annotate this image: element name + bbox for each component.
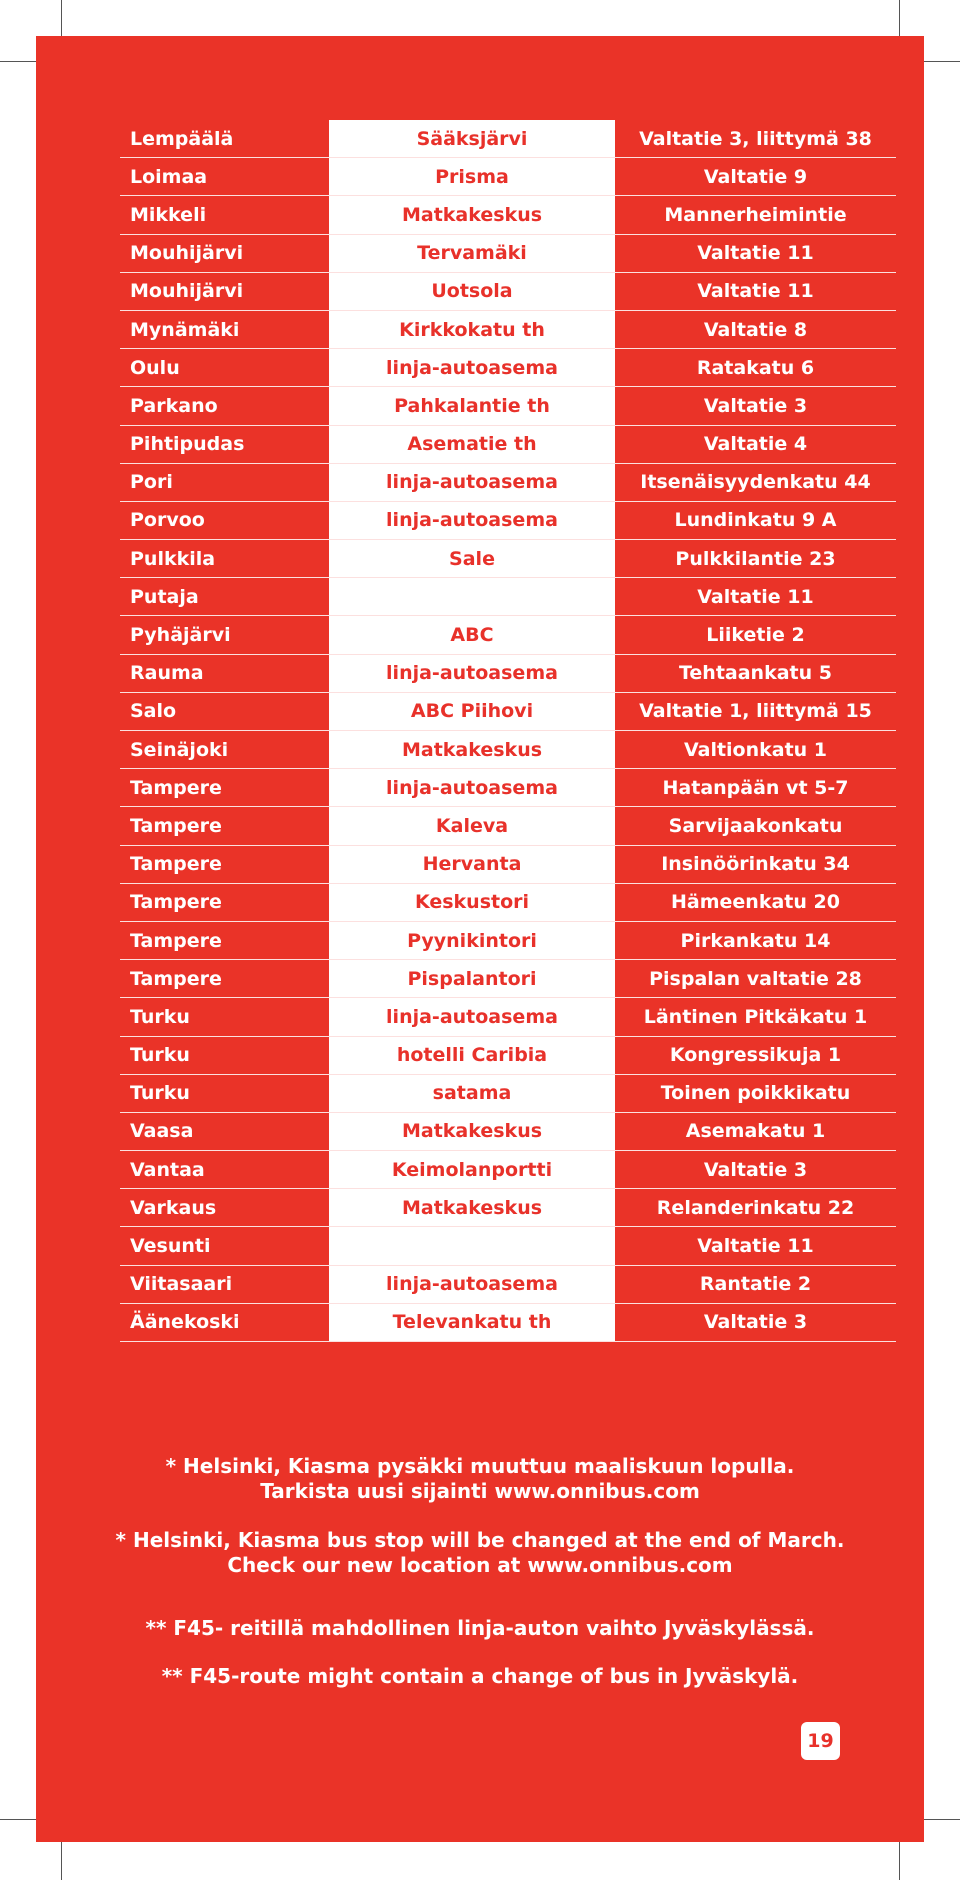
table-row — [120, 463, 896, 501]
kiasma-note-fi-line2: Tarkista uusi sijainti www.onnibus.com — [260, 1479, 700, 1503]
address-cell: Lundinkatu 9 A — [615, 501, 896, 539]
address-cell: Valtatie 9 — [615, 158, 896, 196]
address-cell: Insinöörinkatu 34 — [615, 845, 896, 883]
city-cell: Mouhijärvi — [120, 234, 329, 272]
address-cell: Sarvijaakonkatu — [615, 807, 896, 845]
table-row — [120, 1036, 896, 1074]
table-row — [120, 807, 896, 845]
address-cell: Pirkankatu 14 — [615, 921, 896, 959]
table-row — [120, 387, 896, 425]
address-cell: Itsenäisyydenkatu 44 — [615, 463, 896, 501]
city-cell: Pihtipudas — [120, 425, 329, 463]
kiasma-note-en-line2: Check our new location at www.onnibus.com — [227, 1553, 733, 1577]
city-cell: Vesunti — [120, 1227, 329, 1265]
stop-cell: linja-autoasema — [329, 501, 615, 539]
stop-cell: Pyynikintori — [329, 921, 615, 959]
city-cell: Varkaus — [120, 1189, 329, 1227]
table-row — [120, 1227, 896, 1265]
address-cell: Pulkkilantie 23 — [615, 540, 896, 578]
stop-cell: Pispalantori — [329, 960, 615, 998]
table-row — [120, 234, 896, 272]
city-cell: Mynämäki — [120, 310, 329, 348]
table-row — [120, 1074, 896, 1112]
city-cell: Parkano — [120, 387, 329, 425]
table-row — [120, 425, 896, 463]
table-row — [120, 578, 896, 616]
table-row — [120, 731, 896, 769]
kiasma-note-en-line1: * Helsinki, Kiasma bus stop will be changed at the end of March. — [115, 1528, 845, 1552]
table-row — [120, 998, 896, 1036]
kiasma-note-fi — [36, 1454, 924, 1504]
city-cell: Turku — [120, 1074, 329, 1112]
city-cell: Loimaa — [120, 158, 329, 196]
stop-cell: Tervamäki — [329, 234, 615, 272]
table-row — [120, 1189, 896, 1227]
address-cell: Valtatie 4 — [615, 425, 896, 463]
city-cell: Vantaa — [120, 1151, 329, 1189]
table-row — [120, 158, 896, 196]
city-cell: Porvoo — [120, 501, 329, 539]
kiasma-note-en — [36, 1528, 924, 1578]
table-row — [120, 349, 896, 387]
city-cell: Putaja — [120, 578, 329, 616]
address-cell: Tehtaankatu 5 — [615, 654, 896, 692]
city-cell: Mikkeli — [120, 196, 329, 234]
city-cell: Rauma — [120, 654, 329, 692]
stop-cell: linja-autoasema — [329, 463, 615, 501]
table-row — [120, 616, 896, 654]
table-row — [120, 272, 896, 310]
stop-cell: Sääksjärvi — [329, 120, 615, 158]
stop-cell: Keimolanportti — [329, 1151, 615, 1189]
address-cell: Läntinen Pitkäkatu 1 — [615, 998, 896, 1036]
stop-cell: linja-autoasema — [329, 998, 615, 1036]
address-cell: Valtionkatu 1 — [615, 731, 896, 769]
address-cell: Valtatie 3 — [615, 387, 896, 425]
stop-cell: linja-autoasema — [329, 349, 615, 387]
city-cell: Seinäjoki — [120, 731, 329, 769]
f45-note-fi: ** F45- reitillä mahdollinen linja-auton vaihto Jyväskylässä. — [145, 1616, 815, 1640]
address-cell: Kongressikuja 1 — [615, 1036, 896, 1074]
stop-cell: Keskustori — [329, 883, 615, 921]
stop-cell: Pahkalantie th — [329, 387, 615, 425]
table-row — [120, 1265, 896, 1303]
stop-cell: linja-autoasema — [329, 769, 615, 807]
table-row — [120, 120, 896, 158]
address-cell: Valtatie 11 — [615, 578, 896, 616]
stop-cell: Kirkkokatu th — [329, 310, 615, 348]
stop-cell: Hervanta — [329, 845, 615, 883]
table-row — [120, 845, 896, 883]
stop-cell: Matkakeskus — [329, 1112, 615, 1150]
page-number: 19 — [801, 1722, 840, 1760]
stop-cell: linja-autoasema — [329, 1265, 615, 1303]
f45-note-en: ** F45-route might contain a change of bus in Jyväskylä. — [161, 1664, 799, 1688]
table-row — [120, 196, 896, 234]
table-row — [120, 883, 896, 921]
stop-cell: Asematie th — [329, 425, 615, 463]
city-cell: Tampere — [120, 960, 329, 998]
address-cell: Valtatie 3 — [615, 1151, 896, 1189]
address-cell: Hatanpään vt 5-7 — [615, 769, 896, 807]
city-cell: Pyhäjärvi — [120, 616, 329, 654]
city-cell: Äänekoski — [120, 1303, 329, 1341]
address-cell: Valtatie 8 — [615, 310, 896, 348]
address-cell: Hämeenkatu 20 — [615, 883, 896, 921]
city-cell: Mouhijärvi — [120, 272, 329, 310]
stop-cell: hotelli Caribia — [329, 1036, 615, 1074]
table-row — [120, 1112, 896, 1150]
table-row — [120, 1303, 896, 1341]
city-cell: Tampere — [120, 807, 329, 845]
address-cell: Ratakatu 6 — [615, 349, 896, 387]
address-cell: Valtatie 3 — [615, 1303, 896, 1341]
stop-cell — [329, 1227, 615, 1265]
table-row — [120, 692, 896, 730]
table-row — [120, 960, 896, 998]
stop-cell: satama — [329, 1074, 615, 1112]
address-cell: Relanderinkatu 22 — [615, 1189, 896, 1227]
table-row — [120, 654, 896, 692]
stop-cell: Prisma — [329, 158, 615, 196]
stop-cell: ABC — [329, 616, 615, 654]
address-cell: Toinen poikkikatu — [615, 1074, 896, 1112]
city-cell: Turku — [120, 998, 329, 1036]
address-cell: Valtatie 11 — [615, 1227, 896, 1265]
city-cell: Tampere — [120, 921, 329, 959]
address-cell: Mannerheimintie — [615, 196, 896, 234]
table-row — [120, 769, 896, 807]
stop-cell: Sale — [329, 540, 615, 578]
stop-cell — [329, 578, 615, 616]
bus-stop-table — [120, 120, 896, 1342]
kiasma-note-fi-line1: * Helsinki, Kiasma pysäkki muuttuu maaliskuun lopulla. — [165, 1454, 795, 1478]
address-cell: Liiketie 2 — [615, 616, 896, 654]
stop-cell: ABC Piihovi — [329, 692, 615, 730]
stop-cell: Matkakeskus — [329, 1189, 615, 1227]
address-cell: Asemakatu 1 — [615, 1112, 896, 1150]
stop-cell: Matkakeskus — [329, 196, 615, 234]
table-row — [120, 1151, 896, 1189]
address-cell: Rantatie 2 — [615, 1265, 896, 1303]
address-cell: Valtatie 11 — [615, 272, 896, 310]
stop-cell: Uotsola — [329, 272, 615, 310]
city-cell: Lempäälä — [120, 120, 329, 158]
city-cell: Tampere — [120, 845, 329, 883]
address-cell: Valtatie 11 — [615, 234, 896, 272]
table-row — [120, 310, 896, 348]
address-cell: Valtatie 3, liittymä 38 — [615, 120, 896, 158]
city-cell: Oulu — [120, 349, 329, 387]
city-cell: Pori — [120, 463, 329, 501]
city-cell: Tampere — [120, 769, 329, 807]
address-cell: Pispalan valtatie 28 — [615, 960, 896, 998]
table-row — [120, 501, 896, 539]
city-cell: Viitasaari — [120, 1265, 329, 1303]
address-cell: Valtatie 1, liittymä 15 — [615, 692, 896, 730]
crop-mark — [61, 1836, 62, 1880]
city-cell: Pulkkila — [120, 540, 329, 578]
city-cell: Turku — [120, 1036, 329, 1074]
city-cell: Vaasa — [120, 1112, 329, 1150]
city-cell: Tampere — [120, 883, 329, 921]
city-cell: Salo — [120, 692, 329, 730]
stop-cell: linja-autoasema — [329, 654, 615, 692]
stop-cell: Televankatu th — [329, 1303, 615, 1341]
stop-cell: Matkakeskus — [329, 731, 615, 769]
bus-stop-table-body — [120, 120, 896, 1342]
table-row — [120, 540, 896, 578]
stop-cell: Kaleva — [329, 807, 615, 845]
brochure-page — [36, 36, 924, 1842]
crop-mark — [899, 1836, 900, 1880]
table-row — [120, 921, 896, 959]
